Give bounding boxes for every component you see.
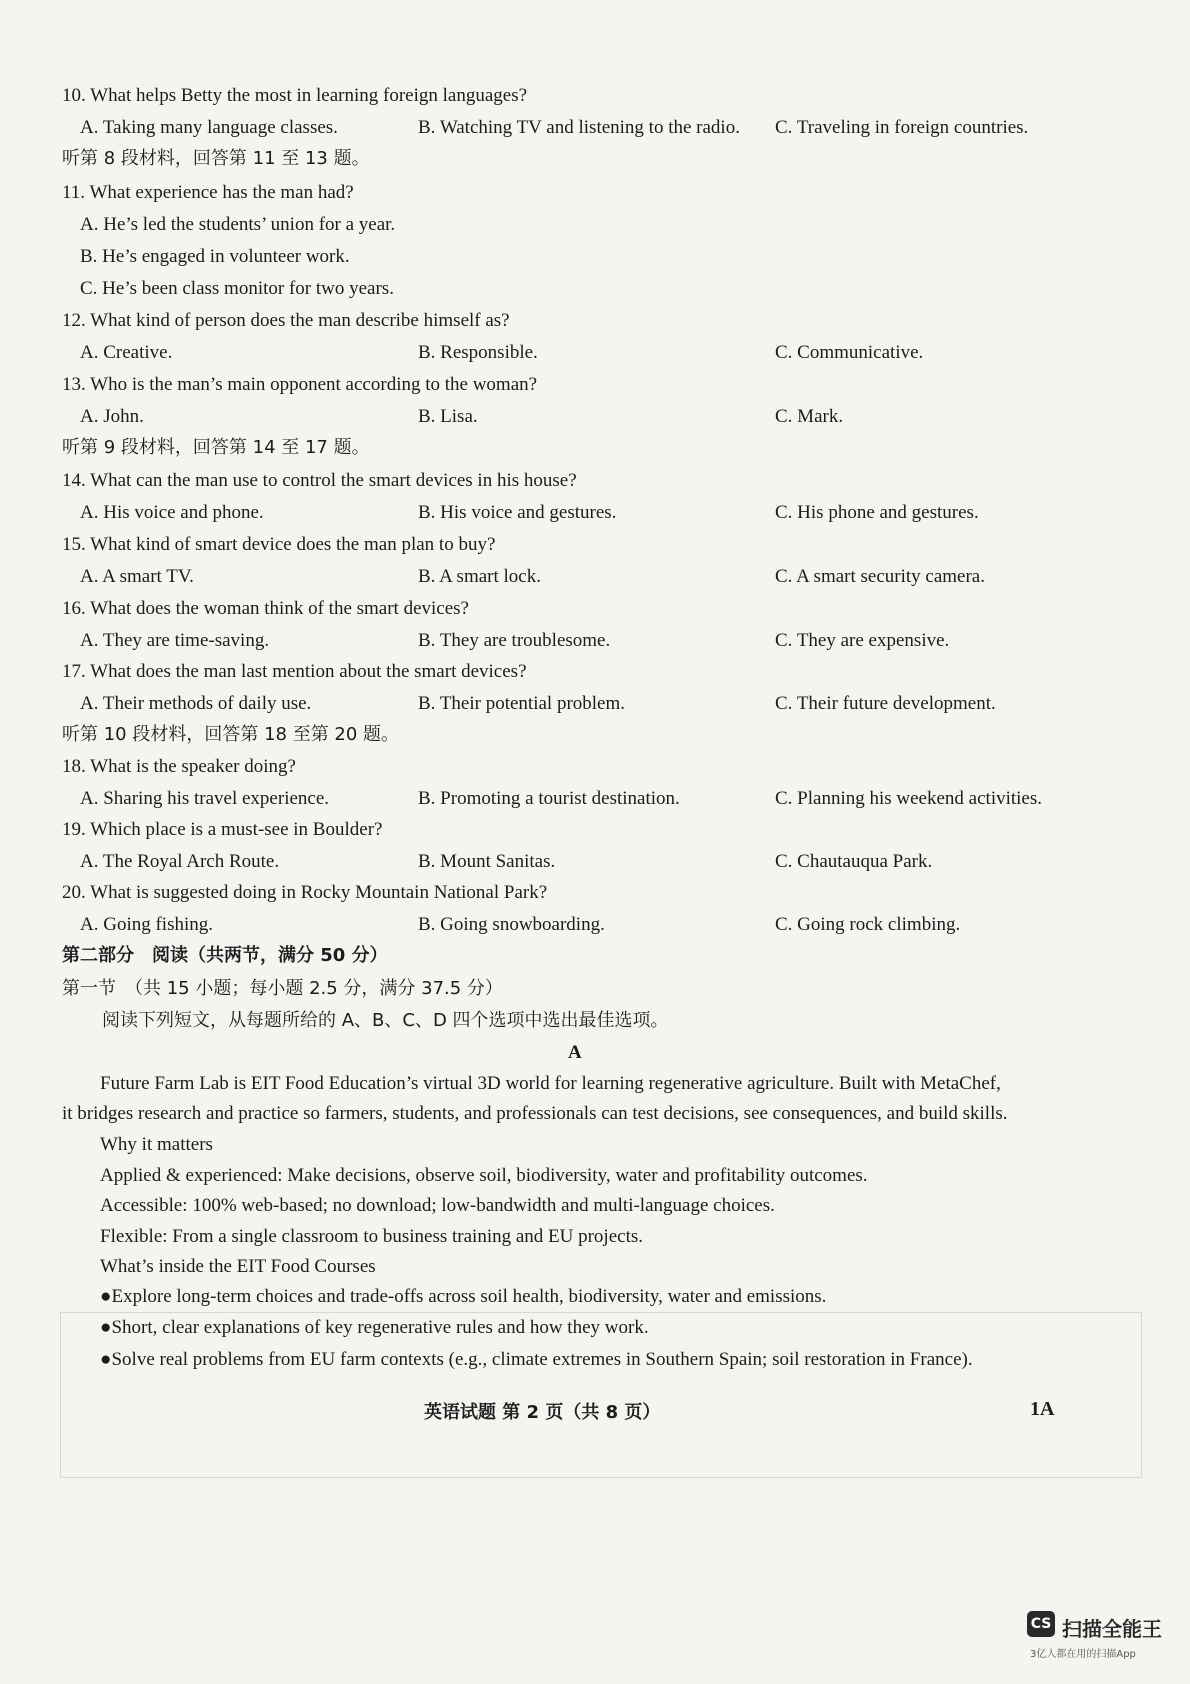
question-20-stem: 20. What is suggested doing in Rocky Mountain National Park? bbox=[62, 882, 548, 903]
paper-code: 1A bbox=[1030, 1398, 1055, 1420]
question-17-option-b: B. Their potential problem. bbox=[418, 693, 626, 714]
question-20-option-c: C. Going rock climbing. bbox=[775, 914, 961, 935]
section-10-heading: 听第 10 段材料，回答第 18 至第 20 题。 bbox=[62, 724, 400, 745]
question-11-option-c: C. He’s been class monitor for two years. bbox=[80, 278, 394, 299]
scanner-app-tagline: 3亿人都在用的扫描App bbox=[1030, 1649, 1136, 1660]
question-16-option-c: C. They are expensive. bbox=[775, 630, 950, 651]
question-16-option-a: A. They are time-saving. bbox=[80, 630, 270, 651]
question-17-option-c: C. Their future development. bbox=[775, 693, 996, 714]
course-bullet-2: ●Short, clear explanations of key regenerative rules and how they work. bbox=[100, 1317, 649, 1338]
question-12-option-c: C. Communicative. bbox=[775, 342, 924, 363]
question-13-option-b: B. Lisa. bbox=[418, 406, 478, 427]
question-15-stem: 15. What kind of smart device does the man plan to buy? bbox=[62, 534, 496, 555]
question-12-stem: 12. What kind of person does the man describe himself as? bbox=[62, 310, 510, 331]
part-two-heading: 第二部分 阅读（共两节，满分 50 分） bbox=[62, 945, 388, 966]
question-10-option-b: B. Watching TV and listening to the radio. bbox=[418, 117, 740, 138]
question-14-option-c: C. His phone and gestures. bbox=[775, 502, 979, 523]
reading-instruction: 阅读下列短文，从每题所给的 A、B、C、D 四个选项中选出最佳选项。 bbox=[102, 1010, 669, 1031]
question-10-option-a: A. Taking many language classes. bbox=[80, 117, 338, 138]
passage-intro-line-1: Future Farm Lab is EIT Food Education’s virtual 3D world for learning regenerative agriculture. Built with MetaChef, bbox=[100, 1073, 1001, 1094]
section-9-heading: 听第 9 段材料，回答第 14 至 17 题。 bbox=[62, 437, 370, 458]
question-14-option-a: A. His voice and phone. bbox=[80, 502, 264, 523]
question-18-option-c: C. Planning his weekend activities. bbox=[775, 788, 1043, 809]
question-18-option-a: A. Sharing his travel experience. bbox=[80, 788, 330, 809]
section-8-heading: 听第 8 段材料，回答第 11 至 13 题。 bbox=[62, 148, 370, 169]
question-20-option-a: A. Going fishing. bbox=[80, 914, 213, 935]
question-12-option-a: A. Creative. bbox=[80, 342, 173, 363]
question-15-option-a: A. A smart TV. bbox=[80, 566, 194, 587]
question-19-option-a: A. The Royal Arch Route. bbox=[80, 851, 280, 872]
scanner-logo-icon: CS bbox=[1027, 1611, 1055, 1637]
question-17-stem: 17. What does the man last mention about the smart devices? bbox=[62, 661, 527, 682]
question-13-option-c: C. Mark. bbox=[775, 406, 844, 427]
passage-label: A bbox=[568, 1042, 582, 1063]
question-10-stem: 10. What helps Betty the most in learning foreign languages? bbox=[62, 85, 528, 106]
page-footer: 英语试题 第 2 页（共 8 页） bbox=[424, 1402, 661, 1423]
why-item-accessible: Accessible: 100% web-based; no download; low-bandwidth and multi-language choices. bbox=[100, 1195, 775, 1216]
question-11-option-b: B. He’s engaged in volunteer work. bbox=[80, 246, 350, 267]
question-19-stem: 19. Which place is a must-see in Boulder? bbox=[62, 819, 383, 840]
question-14-stem: 14. What can the man use to control the smart devices in his house? bbox=[62, 470, 577, 491]
course-bullet-1: ●Explore long-term choices and trade-offs across soil health, biodiversity, water and emissions. bbox=[100, 1286, 827, 1307]
question-12-option-b: B. Responsible. bbox=[418, 342, 538, 363]
scanner-app-name: 扫描全能王 bbox=[1062, 1617, 1162, 1641]
question-14-option-b: B. His voice and gestures. bbox=[418, 502, 617, 523]
question-11-option-a: A. He’s led the students’ union for a year. bbox=[80, 214, 396, 235]
question-13-option-a: A. John. bbox=[80, 406, 144, 427]
course-bullet-3: ●Solve real problems from EU farm contexts (e.g., climate extremes in Southern Spain; soil restoration in France). bbox=[100, 1349, 973, 1370]
question-10-option-c: C. Traveling in foreign countries. bbox=[775, 117, 1029, 138]
question-18-stem: 18. What is the speaker doing? bbox=[62, 756, 296, 777]
question-16-option-b: B. They are troublesome. bbox=[418, 630, 611, 651]
question-16-stem: 16. What does the woman think of the smart devices? bbox=[62, 598, 469, 619]
question-19-option-b: B. Mount Sanitas. bbox=[418, 851, 556, 872]
why-it-matters-heading: Why it matters bbox=[100, 1134, 213, 1155]
question-15-option-b: B. A smart lock. bbox=[418, 566, 541, 587]
question-11-stem: 11. What experience has the man had? bbox=[62, 182, 354, 203]
section-one-heading: 第一节 （共 15 小题；每小题 2.5 分，满分 37.5 分） bbox=[62, 978, 503, 999]
question-15-option-c: C. A smart security camera. bbox=[775, 566, 985, 587]
why-item-flexible: Flexible: From a single classroom to business training and EU projects. bbox=[100, 1226, 644, 1247]
question-19-option-c: C. Chautauqua Park. bbox=[775, 851, 933, 872]
question-13-stem: 13. Who is the man’s main opponent according to the woman? bbox=[62, 374, 538, 395]
question-20-option-b: B. Going snowboarding. bbox=[418, 914, 605, 935]
courses-heading: What’s inside the EIT Food Courses bbox=[100, 1256, 376, 1277]
why-item-applied: Applied & experienced: Make decisions, observe soil, biodiversity, water and profitability outcomes. bbox=[100, 1165, 868, 1186]
passage-intro-line-2: it bridges research and practice so farmers, students, and professionals can test decisions, see consequences, and build skills. bbox=[62, 1103, 1008, 1124]
question-17-option-a: A. Their methods of daily use. bbox=[80, 693, 312, 714]
question-18-option-b: B. Promoting a tourist destination. bbox=[418, 788, 680, 809]
